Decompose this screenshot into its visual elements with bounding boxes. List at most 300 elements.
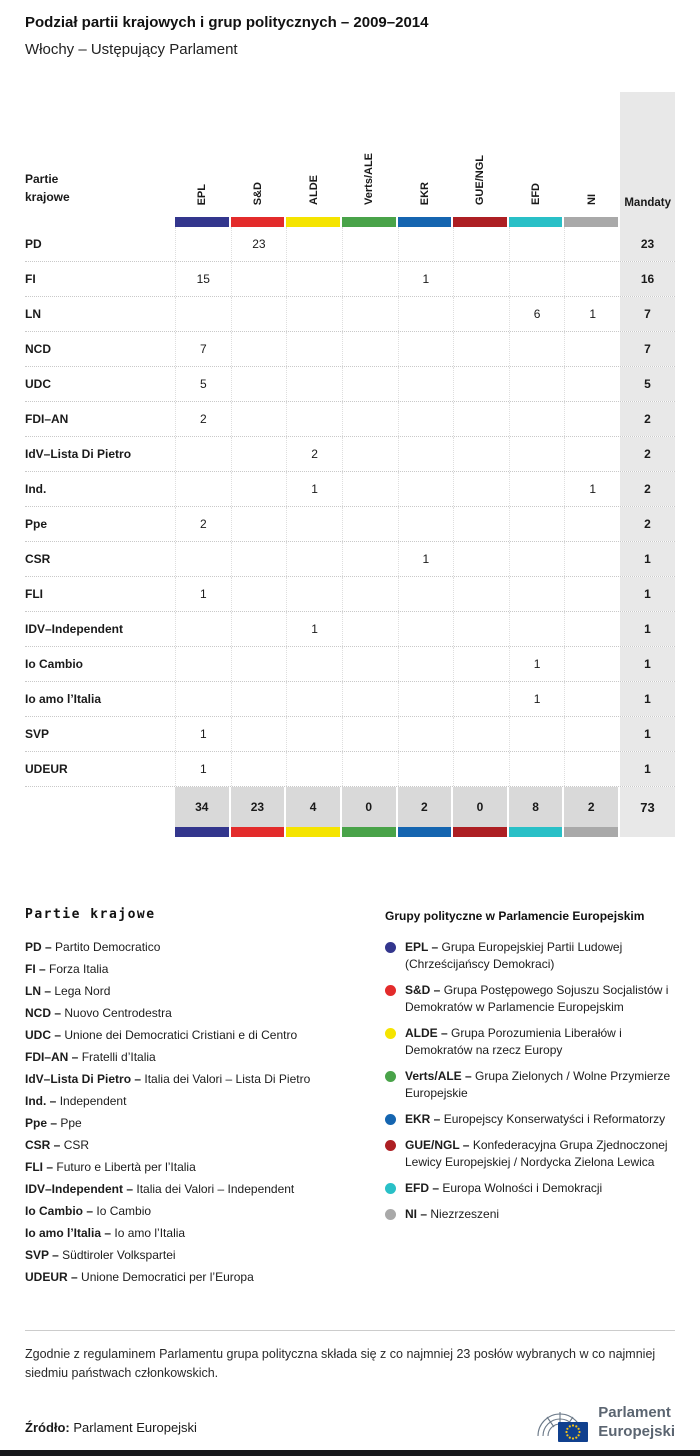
group-color-bar — [398, 217, 454, 227]
cell — [342, 577, 398, 611]
cell — [231, 472, 287, 506]
group-total: 2 — [564, 787, 620, 827]
party-name: NCD — [25, 342, 51, 356]
party-abbr: PD – — [25, 940, 52, 954]
cell — [509, 612, 565, 646]
cell — [286, 752, 342, 786]
group-color-bar — [286, 217, 342, 227]
group-label: EKR — [418, 181, 431, 205]
table-row — [25, 577, 675, 612]
row-values — [175, 542, 620, 576]
cell — [342, 402, 398, 436]
cell — [453, 507, 509, 541]
legend-group-text — [405, 1111, 665, 1128]
cell — [564, 752, 620, 786]
group-full-name: Niezrzeszeni — [430, 1207, 500, 1221]
group-color-bar — [175, 827, 231, 837]
table-row — [25, 507, 675, 542]
cell: 15 — [175, 262, 231, 296]
cell: 7 — [175, 332, 231, 366]
cell — [453, 577, 509, 611]
row-values — [175, 612, 620, 646]
mandaty-value: 1 — [620, 647, 675, 681]
group-total: 0 — [453, 787, 509, 827]
cell — [453, 752, 509, 786]
group-color-bar — [453, 827, 509, 837]
group-color-bar — [342, 827, 398, 837]
group-abbr: NI – — [405, 1207, 428, 1221]
table-row — [25, 297, 675, 332]
cell — [175, 682, 231, 716]
legend-party-item — [25, 1002, 385, 1024]
cell — [453, 437, 509, 471]
party-abbr: NCD – — [25, 1006, 62, 1020]
cell — [564, 682, 620, 716]
legend-group-text — [405, 1180, 602, 1197]
legend-party-item — [25, 1222, 385, 1244]
party-full-name: Futuro e Libertà per l’Italia — [56, 1160, 196, 1174]
cell — [398, 402, 454, 436]
group-total: 23 — [231, 787, 287, 827]
group-color-bar — [398, 827, 454, 837]
party-abbr: FLI – — [25, 1160, 54, 1174]
party-abbr: UDC – — [25, 1028, 62, 1042]
cell — [398, 647, 454, 681]
group-color-bar — [509, 217, 565, 227]
cell — [286, 717, 342, 751]
table-row — [25, 402, 675, 437]
legend-groups-header: Grupy polityczne w Parlamencie Europejskim — [385, 909, 645, 923]
legend-party-item — [25, 1068, 385, 1090]
party-full-name: Io amo l’Italia — [114, 1226, 186, 1240]
mandaty-value: 16 — [620, 262, 675, 296]
cell — [453, 402, 509, 436]
group-column-header — [453, 92, 509, 217]
cell — [286, 507, 342, 541]
bar-spacer — [25, 217, 175, 227]
cell — [342, 542, 398, 576]
group-label: EFD — [530, 183, 543, 205]
legend-group-item — [385, 1068, 675, 1102]
cell — [231, 402, 287, 436]
cell — [509, 717, 565, 751]
cell — [453, 332, 509, 366]
row-values — [175, 437, 620, 471]
group-color-bar — [286, 827, 342, 837]
party-full-name: Italia dei Valori – Lista Di Pietro — [144, 1072, 311, 1086]
cell — [175, 297, 231, 331]
bottom-bar — [0, 1450, 700, 1456]
party-name: IDV–Independent — [25, 622, 124, 636]
legend-group-text — [405, 939, 675, 973]
group-column-header — [286, 92, 342, 217]
mandaty-value: 1 — [620, 752, 675, 786]
group-column-header — [342, 92, 398, 217]
grand-total: 73 — [620, 787, 675, 827]
party-name: Ind. — [25, 482, 47, 496]
group-abbr: ALDE – — [405, 1026, 448, 1040]
legend-group-text — [405, 1025, 675, 1059]
party-full-name: Südtiroler Volkspartei — [62, 1248, 176, 1262]
color-bars — [175, 827, 620, 837]
totals-row — [25, 787, 675, 827]
table-row — [25, 332, 675, 367]
table-row — [25, 227, 675, 262]
mandaty-value: 2 — [620, 437, 675, 471]
footer-color-bars — [25, 827, 675, 837]
group-label: NI — [585, 194, 598, 205]
cell — [564, 612, 620, 646]
party-abbr: IdV–Lista Di Pietro – — [25, 1072, 142, 1086]
legend-party-item — [25, 1024, 385, 1046]
cell: 1 — [564, 297, 620, 331]
legend-group-item — [385, 939, 675, 973]
group-label: Verts/ALE — [363, 153, 376, 205]
cell: 1 — [398, 262, 454, 296]
cell — [453, 367, 509, 401]
mandaty-value: 1 — [620, 577, 675, 611]
row-values — [175, 367, 620, 401]
cell — [564, 647, 620, 681]
party-name: SVP — [25, 727, 50, 741]
group-total: 0 — [342, 787, 398, 827]
legend-section — [25, 907, 675, 1288]
legend-party-item — [25, 1112, 385, 1134]
row-header-cell — [25, 92, 175, 217]
party-abbr: Ppe – — [25, 1116, 58, 1130]
cell — [286, 227, 342, 261]
table-row — [25, 472, 675, 507]
cell — [564, 227, 620, 261]
row-values — [175, 647, 620, 681]
group-column-header — [564, 92, 620, 217]
mandaty-value: 5 — [620, 367, 675, 401]
mandaty-value: 7 — [620, 297, 675, 331]
cell — [398, 752, 454, 786]
party-full-name: Fratelli d’Italia — [81, 1050, 156, 1064]
logo-line2: Europejski — [598, 1422, 675, 1440]
group-column-header — [509, 92, 565, 217]
party-name: FDI–AN — [25, 412, 69, 426]
cell — [286, 577, 342, 611]
cell — [175, 437, 231, 471]
cell — [509, 507, 565, 541]
source — [25, 1420, 197, 1444]
legend-group-item — [385, 1180, 675, 1197]
party-full-name: CSR — [63, 1138, 90, 1152]
cell: 1 — [398, 542, 454, 576]
cell: 2 — [175, 402, 231, 436]
logo-line1: Parlament — [598, 1404, 671, 1421]
group-color-dot — [385, 985, 396, 996]
cell: 1 — [564, 472, 620, 506]
group-color-bar — [564, 217, 620, 227]
group-abbr: EPL – — [405, 940, 439, 954]
cell — [342, 472, 398, 506]
mandaty-column-fill — [620, 827, 675, 837]
party-abbr: CSR – — [25, 1138, 61, 1152]
row-values — [175, 682, 620, 716]
cell — [398, 367, 454, 401]
cell: 6 — [509, 297, 565, 331]
cell: 1 — [286, 612, 342, 646]
party-abbr: Io amo l’Italia – — [25, 1226, 112, 1240]
mandaty-value: 2 — [620, 472, 675, 506]
cell — [231, 437, 287, 471]
party-name: Ppe — [25, 517, 48, 531]
group-total: 34 — [175, 787, 231, 827]
group-color-bar — [231, 827, 287, 837]
row-values — [175, 332, 620, 366]
party-full-name: Independent — [59, 1094, 127, 1108]
group-abbr: EFD – — [405, 1181, 440, 1195]
cell — [286, 297, 342, 331]
cell: 1 — [509, 647, 565, 681]
cell — [453, 682, 509, 716]
cell — [231, 507, 287, 541]
group-label: ALDE — [307, 175, 320, 205]
group-color-bar — [342, 217, 398, 227]
cell — [398, 297, 454, 331]
legend-party-item — [25, 1178, 385, 1200]
cell — [398, 227, 454, 261]
cell — [286, 682, 342, 716]
bar-spacer — [25, 827, 175, 837]
mandaty-value: 1 — [620, 682, 675, 716]
table-row — [25, 367, 675, 402]
cell — [453, 227, 509, 261]
group-full-name: Europejscy Konserwatyści i Reformatorzy — [443, 1112, 666, 1126]
logo-text — [598, 1404, 675, 1442]
group-color-dot — [385, 1183, 396, 1194]
row-values — [175, 752, 620, 786]
party-abbr: LN – — [25, 984, 52, 998]
party-abbr: UDEUR – — [25, 1270, 78, 1284]
legend-parties-header: Partie krajowe — [25, 907, 156, 922]
cell — [231, 577, 287, 611]
cell — [564, 402, 620, 436]
party-name: FLI — [25, 587, 43, 601]
table-row — [25, 682, 675, 717]
table-row — [25, 612, 675, 647]
group-column-header — [398, 92, 454, 217]
group-full-name: Grupa Postępowego Sojuszu Socjalistów i Demokratów w Parlamencie Europejskim — [405, 983, 669, 1014]
cell: 1 — [175, 752, 231, 786]
mandaty-value: 7 — [620, 332, 675, 366]
party-full-name: Forza Italia — [49, 962, 109, 976]
cell — [231, 542, 287, 576]
cell — [564, 437, 620, 471]
cell — [564, 717, 620, 751]
row-values — [175, 402, 620, 436]
row-values — [175, 262, 620, 296]
cell — [509, 262, 565, 296]
mandaty-value: 23 — [620, 227, 675, 261]
cell — [231, 332, 287, 366]
page-subtitle: Włochy – Ustępujący Parlament — [25, 41, 238, 58]
cell — [286, 542, 342, 576]
cell — [231, 717, 287, 751]
source-label: Źródło: — [25, 1419, 70, 1435]
color-bars — [175, 217, 620, 227]
cell — [509, 752, 565, 786]
cell — [286, 332, 342, 366]
cell — [231, 367, 287, 401]
cell — [342, 507, 398, 541]
party-name: CSR — [25, 552, 51, 566]
group-color-bar — [509, 827, 565, 837]
cell: 5 — [175, 367, 231, 401]
cell — [453, 612, 509, 646]
group-full-name: Grupa Zielonych / Wolne Przymierze Europejskie — [405, 1069, 671, 1100]
cell — [564, 507, 620, 541]
party-full-name: Ppe — [60, 1116, 82, 1130]
cell — [286, 647, 342, 681]
legend-party-item — [25, 1090, 385, 1112]
legend-party-item — [25, 1156, 385, 1178]
cell — [453, 717, 509, 751]
cell — [231, 682, 287, 716]
party-name: PD — [25, 237, 42, 251]
cell — [175, 647, 231, 681]
cell — [509, 367, 565, 401]
row-values — [175, 472, 620, 506]
cell — [453, 472, 509, 506]
party-abbr: SVP – — [25, 1248, 59, 1262]
group-color-bar — [453, 217, 509, 227]
cell — [398, 577, 454, 611]
cell — [398, 682, 454, 716]
header-color-bars — [25, 217, 675, 227]
cell — [231, 297, 287, 331]
cell — [398, 612, 454, 646]
cell — [342, 297, 398, 331]
group-abbr: EKR – — [405, 1112, 441, 1126]
legend-group-item — [385, 1025, 675, 1059]
group-abbr: GUE/NGL – — [405, 1138, 470, 1152]
legend-group-text — [405, 1137, 675, 1171]
group-color-bar — [175, 217, 231, 227]
table-row — [25, 717, 675, 752]
cell — [175, 542, 231, 576]
party-name: UDEUR — [25, 762, 68, 776]
cell — [342, 717, 398, 751]
cell — [453, 542, 509, 576]
row-values — [175, 227, 620, 261]
cell — [175, 472, 231, 506]
cell — [509, 437, 565, 471]
row-values — [175, 297, 620, 331]
table-row — [25, 262, 675, 297]
legend-group-item — [385, 982, 675, 1016]
legend-party-item — [25, 1266, 385, 1288]
cell — [231, 752, 287, 786]
party-abbr: Io Cambio – — [25, 1204, 94, 1218]
group-color-dot — [385, 1114, 396, 1125]
party-abbr: FI – — [25, 962, 46, 976]
cell: 1 — [286, 472, 342, 506]
legend-party-item — [25, 1134, 385, 1156]
group-abbr: Verts/ALE – — [405, 1069, 472, 1083]
mandaty-column-fill — [620, 217, 675, 227]
eu-parliament-logo — [534, 1402, 675, 1444]
cell — [342, 227, 398, 261]
legend-party-item — [25, 1244, 385, 1266]
page-title: Podział partii krajowych i grup politycznych – 2009–2014 — [25, 14, 429, 31]
legend-group-item — [385, 1206, 675, 1223]
cell — [509, 332, 565, 366]
group-full-name: Grupa Europejskiej Partii Ludowej (Chrześcijańscy Demokraci) — [405, 940, 623, 971]
cell — [342, 682, 398, 716]
distribution-table — [25, 92, 675, 837]
hemicycle-flag-icon — [534, 1402, 590, 1444]
mandaty-value: 1 — [620, 612, 675, 646]
cell — [286, 402, 342, 436]
group-headers — [175, 92, 620, 217]
legend-party-item — [25, 1200, 385, 1222]
legend-party-item — [25, 936, 385, 958]
party-full-name: Lega Nord — [54, 984, 111, 998]
party-full-name: Unione Democratici per l’Europa — [81, 1270, 254, 1284]
group-color-dot — [385, 942, 396, 953]
cell — [509, 227, 565, 261]
group-color-dot — [385, 1140, 396, 1151]
cell — [398, 332, 454, 366]
row-header-line2: krajowe — [25, 190, 70, 205]
group-color-bar — [564, 827, 620, 837]
mandaty-value: 2 — [620, 507, 675, 541]
party-name: IdV–Lista Di Pietro — [25, 447, 132, 461]
group-color-dot — [385, 1209, 396, 1220]
mandaty-value: 1 — [620, 542, 675, 576]
cell: 2 — [175, 507, 231, 541]
table-row — [25, 752, 675, 787]
cell — [342, 262, 398, 296]
group-total: 8 — [509, 787, 565, 827]
cell — [175, 612, 231, 646]
party-name: FI — [25, 272, 36, 286]
group-total: 2 — [398, 787, 454, 827]
party-name: LN — [25, 307, 41, 321]
legend-group-text — [405, 1068, 675, 1102]
cell — [398, 507, 454, 541]
party-abbr: Ind. – — [25, 1094, 57, 1108]
row-header-line1: Partie — [25, 171, 59, 186]
table-row — [25, 647, 675, 682]
table-row — [25, 437, 675, 472]
cell — [398, 717, 454, 751]
cell — [342, 437, 398, 471]
cell — [453, 647, 509, 681]
group-column-header — [175, 92, 231, 217]
mandaty-header-cell: Mandaty — [620, 92, 675, 217]
cell — [286, 262, 342, 296]
party-abbr: IDV–Independent – — [25, 1182, 134, 1196]
cell — [342, 332, 398, 366]
legend-party-item — [25, 958, 385, 980]
group-color-bar — [231, 217, 287, 227]
cell — [286, 367, 342, 401]
group-color-dot — [385, 1071, 396, 1082]
legend-group-text — [405, 1206, 499, 1223]
row-values — [175, 577, 620, 611]
cell — [231, 262, 287, 296]
cell — [453, 262, 509, 296]
legend-party-item — [25, 980, 385, 1002]
group-label: GUE/NGL — [474, 154, 487, 205]
legend-parties — [25, 907, 385, 1288]
row-values — [175, 507, 620, 541]
